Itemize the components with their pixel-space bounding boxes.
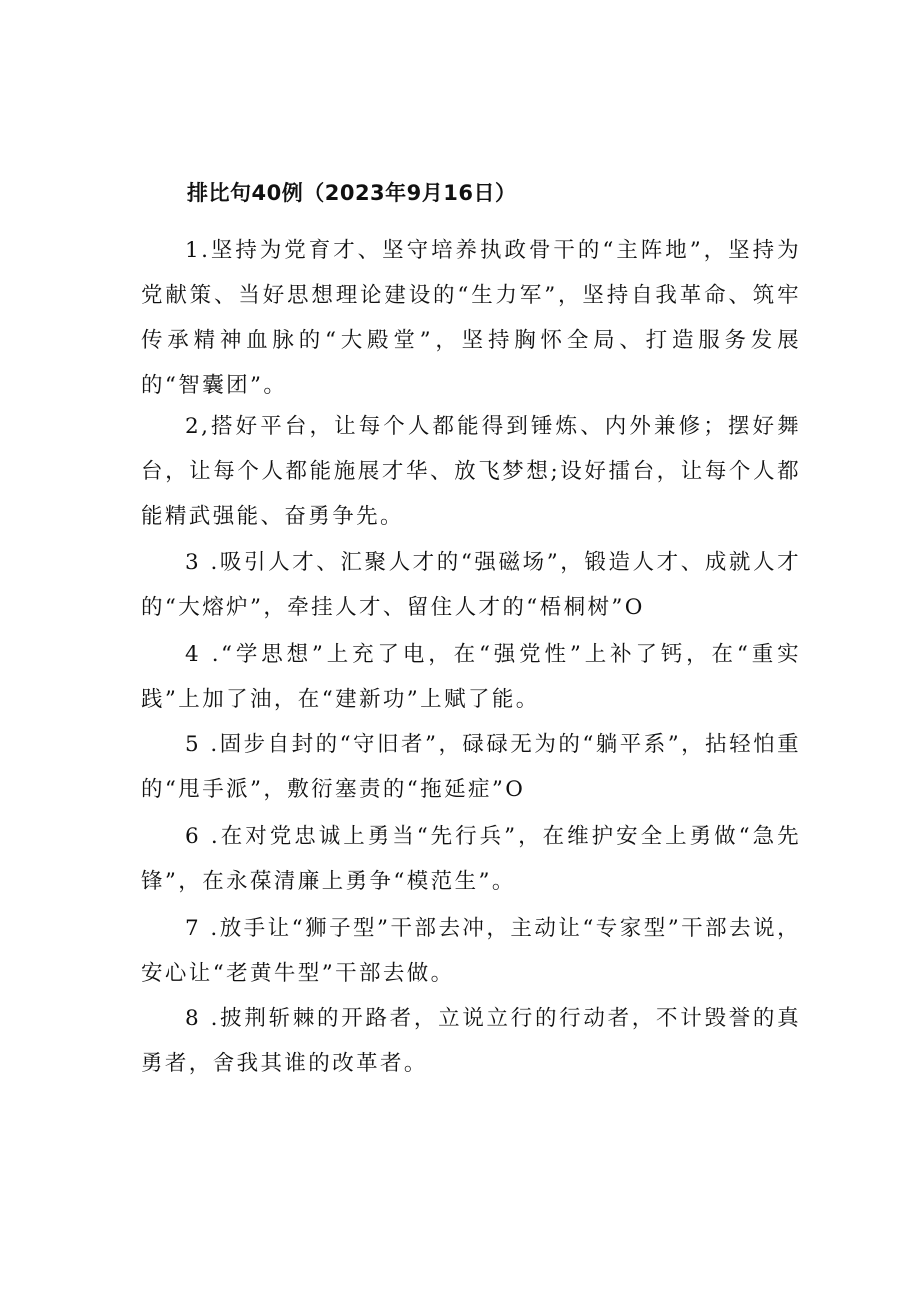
document-title: 排比句40例（2023年9月16日） [187,181,517,205]
paragraph-5: 5 .固步自封的“守旧者”，碌碌无为的“躺平系”，拈轻怕重的“甩手派”，敷衍塞责的“拖延症”O [141,732,801,802]
paragraph-1: 1.坚持为党育才、坚守培养执政骨干的“主阵地”，坚持为党献策、当好思想理论建设的“生力军”，坚持自我革命、筑牢传承精神血脉的“大殿堂”，坚持胸怀全局、打造服务发展的“智囊团”。 [141,238,801,398]
paragraph-4: 4 .“学思想”上充了电，在“强党性”上补了钙，在“重实践”上加了油，在“建新功”上赋了能。 [141,642,801,712]
paragraph-8: 8 .披荆斩棘的开路者，立说立行的行动者，不计毁誉的真勇者，舍我其谁的改革者。 [141,1006,801,1076]
paragraph-6: 6 .在对党忠诚上勇当“先行兵”，在维护安全上勇做“急先锋”，在永葆清廉上勇争“模范生”。 [141,824,801,894]
paragraph-2: 2,搭好平台，让每个人都能得到锤炼、内外兼修；摆好舞台，让每个人都能施展才华、放飞梦想;设好擂台，让每个人都能精武强能、奋勇争先。 [141,414,801,529]
paragraph-7: 7 .放手让“狮子型”干部去冲，主动让“专家型”干部去说，安心让“老黄牛型”干部去做。 [141,916,801,986]
paragraph-3: 3 .吸引人才、汇聚人才的“强磁场”，锻造人才、成就人才的“大熔炉”，牵挂人才、留住人才的“梧桐树”O [141,550,801,620]
